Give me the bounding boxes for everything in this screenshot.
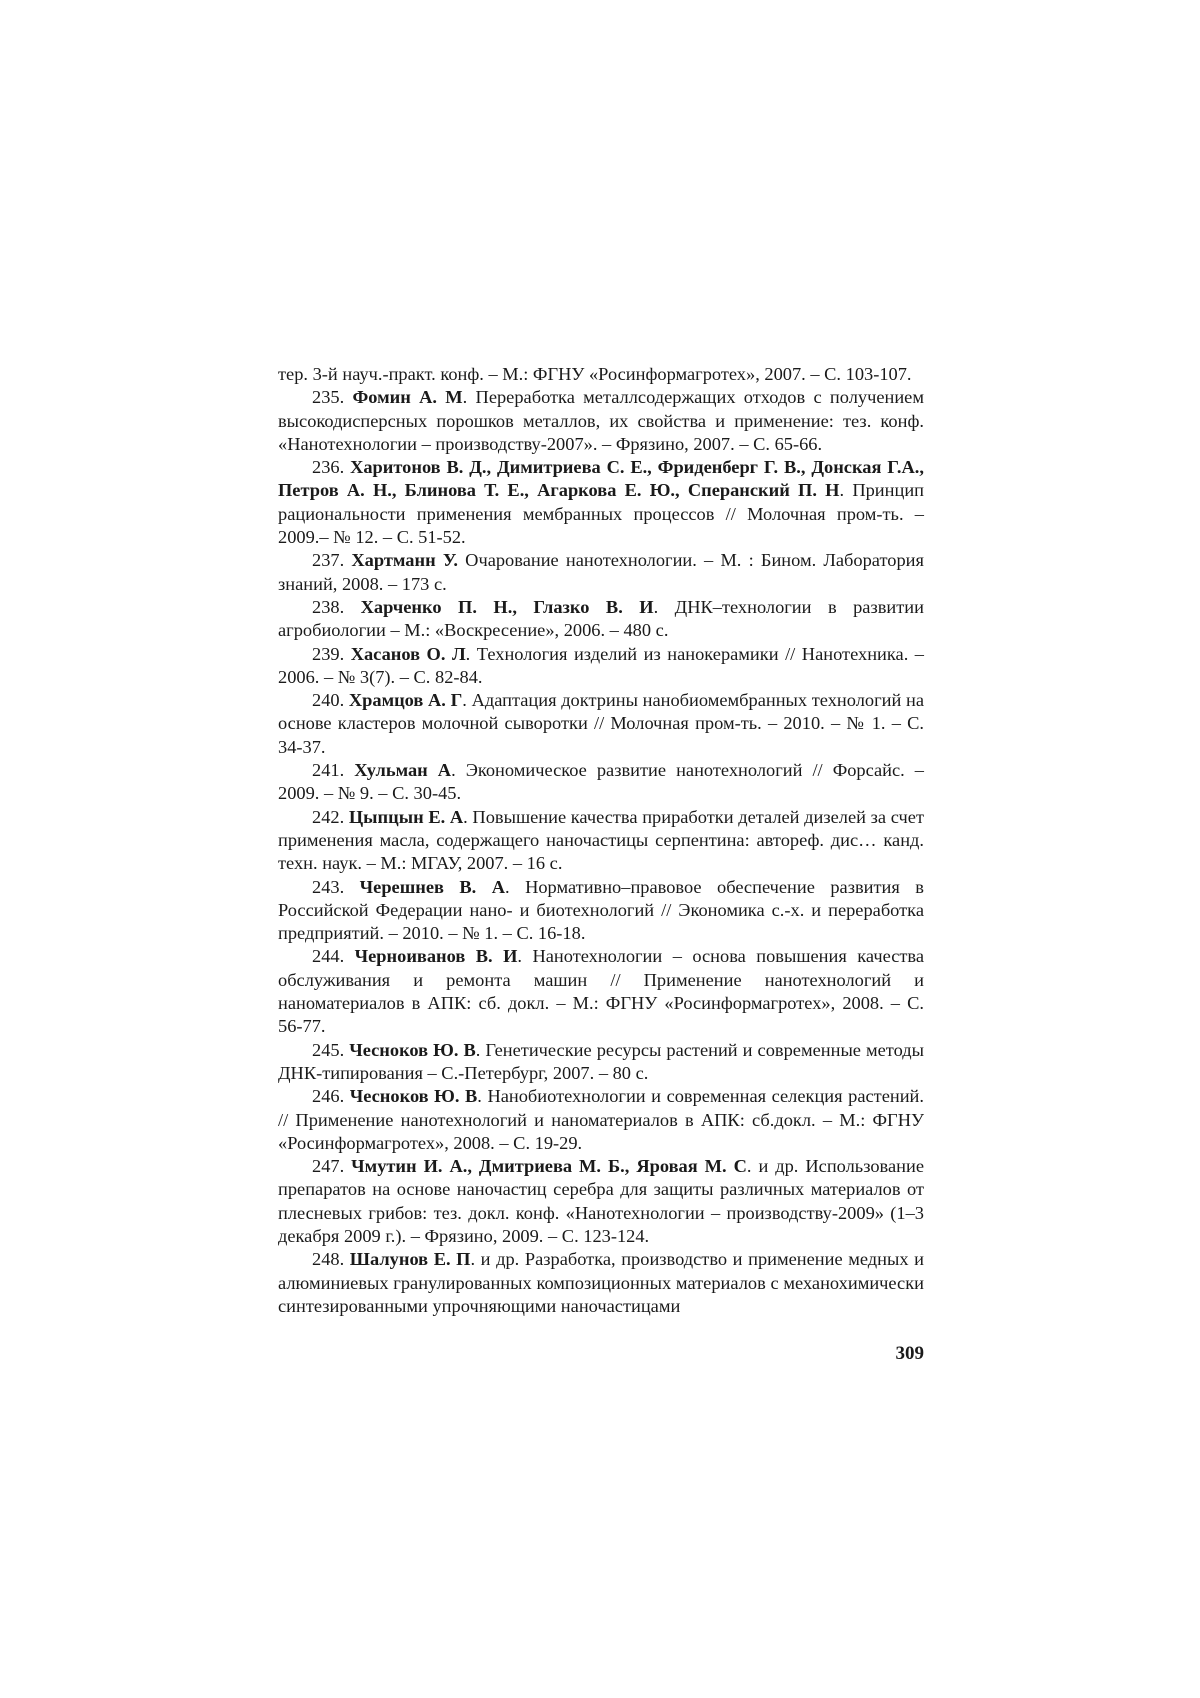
bibliography-entry: [278, 549, 924, 596]
entry-number: 242.: [312, 806, 345, 827]
entry-number: 245.: [312, 1039, 345, 1060]
entry-text: Экономическое развитие нанотехнологий // Форсайс. – 2009. – № 9. – С. 30-45.: [278, 760, 924, 804]
bibliography-entry: [278, 1155, 924, 1248]
entry-separator: .: [653, 596, 675, 617]
entry-number: 244.: [312, 946, 345, 967]
entry-text: Технология изделий из нанокерамики // Нанотехника. – 2006. – № 3(7). – С. 82-84.: [278, 643, 924, 687]
entry-authors: Черноиванов В. И: [354, 946, 518, 967]
entry-number: 248.: [312, 1249, 345, 1270]
bibliography-entry: [278, 596, 924, 643]
entry-authors: Чмутин И. А., Дмитриева М. Б., Яровая М. С: [351, 1156, 747, 1177]
entry-authors: Хартманн У.: [351, 550, 458, 571]
entry-text: Нанотехнологии – основа повышения качества обслуживания и ремонта машин // Применение нанотехнологий и наноматериалов в АПК: сб. докл. – М.: ФГНУ «Росинформагротех», 2008. – С. 56-77.: [278, 946, 924, 1037]
entry-number: 239.: [312, 643, 345, 664]
entry-separator: .: [477, 1086, 488, 1107]
entry-authors: Черешнев В. А: [359, 876, 505, 897]
entry-separator: .: [463, 806, 473, 827]
bibliography-entry: [278, 759, 924, 806]
bibliography-entry: [278, 386, 924, 456]
entry-separator: .: [470, 1249, 481, 1270]
entry-separator: .: [465, 643, 477, 664]
bibliography-list: [278, 386, 924, 1318]
entry-text: Нанобиотехнологии и современная селекция растений. // Применение нанотехнологий и наноматериалов в АПК: сб.докл. – М.: ФГНУ «Росинформагротех», 2008. – С. 19-29.: [278, 1086, 924, 1153]
entry-authors: Храмцов А. Г: [348, 690, 463, 711]
entry-text: Адаптация доктрины нанобиомембранных технологий на основе кластеров молочной сыворотки // Молочная пром-ть. – 2010. – № 1. – С. 34-37.: [278, 690, 924, 757]
entry-number: 246.: [312, 1086, 345, 1107]
bibliography-entry: [278, 456, 924, 549]
continuation-text: тер. 3-й науч.-практ. конф. – М.: ФГНУ «Росинформагротех», 2007. – С. 103-107.: [278, 364, 912, 384]
entry-text: Генетические ресурсы растений и современные методы ДНК-типирования – С.-Петербург, 2007. – 80 с.: [278, 1039, 924, 1083]
entry-text: Нормативно–правовое обеспечение развития в Российской Федерации нано- и биотехнологий // Экономика с.-х. и переработка предприятий. – 2010. – № 1. – С. 16-18.: [278, 876, 924, 944]
bibliography-entry: [278, 1248, 924, 1318]
entry-separator: .: [475, 1039, 486, 1060]
entry-authors: Хасанов О. Л: [350, 643, 466, 664]
page-number: 309: [895, 1343, 924, 1364]
entry-authors: Харченко П. Н., Глазко В. И: [360, 596, 654, 617]
bibliography-entry: [278, 643, 924, 690]
entry-separator: .: [839, 480, 853, 501]
entry-authors: Шалунов Е. П: [349, 1249, 471, 1270]
entry-separator: .: [451, 760, 466, 781]
entry-separator: .: [746, 1156, 759, 1177]
entry-text: и др. Использование препаратов на основе наночастиц серебра для защиты различных материалов от плесневых грибов: тез. докл. конф. «Нанотехнологии – производству-2009» (1–3 декабря 2009 г.). – Фрязино, 2009. – С. 123-124.: [278, 1156, 924, 1246]
entry-separator: .: [505, 876, 526, 897]
bibliography-entry: [278, 945, 924, 1038]
bibliography-text: [278, 363, 924, 1318]
bibliography-entry: [278, 689, 924, 759]
entry-text: и др. Разработка, производство и применение медных и алюминиевых гранулированных композиционных материалов с механохимически синтезированными упрочняющими наночастицами: [278, 1249, 924, 1316]
entry-number: 238.: [312, 596, 345, 617]
entry-number: 247.: [312, 1156, 345, 1177]
entry-authors: Чесноков Ю. В: [349, 1086, 478, 1107]
entry-text: Переработка металлсодержащих отходов с получением высокодисперсных порошков металлов, их свойства и применение: тез. конф. «Нанотехнологии – производству-2007». – Фрязино, 2007. – С. 65-66.: [278, 387, 924, 454]
entry-number: 235.: [312, 387, 345, 408]
entry-separator: .: [462, 690, 472, 711]
entry-number: 241.: [312, 760, 345, 781]
entry-text: Очарование нанотехнологии. – М. : Бином. Лаборатория знаний, 2008. – 173 с.: [278, 550, 924, 594]
entry-authors: Чесноков Ю. В: [349, 1039, 476, 1060]
bibliography-entry: [278, 876, 924, 946]
entry-text: ДНК–технологии в развитии агробиологии – М.: «Воскресение», 2006. – 480 с.: [278, 596, 924, 641]
entry-authors: Хульман А: [354, 760, 452, 781]
entry-number: 236.: [312, 457, 345, 478]
bibliography-entry: [278, 1039, 924, 1086]
entry-authors: Фомин А. М: [352, 387, 463, 408]
entry-authors: Харитонов В. Д., Димитриева С. Е., Фриденберг Г. В., Донская Г.А., Петров А. Н., Блинова Т. Е., Агаркова Е. Ю., Сперанский П. Н: [278, 457, 924, 501]
bibliography-entry: [278, 806, 924, 876]
entry-text: Принцип рациональности применения мембранных процессов // Молочная пром-ть. – 2009.– № 12. – С. 51-52.: [278, 480, 924, 548]
entry-authors: Цыпцын Е. А: [348, 806, 464, 827]
entry-text: Повышение качества приработки деталей дизелей за счет применения масла, содержащего наночастицы серпентина: автореф. дис… канд. техн. наук. – М.: МГАУ, 2007. – 16 с.: [278, 806, 924, 874]
entry-number: 243.: [312, 876, 345, 897]
entry-separator: .: [517, 946, 533, 967]
bibliography-entry: [278, 1085, 924, 1155]
entry-number: 240.: [312, 690, 345, 711]
entry-separator: .: [462, 387, 476, 408]
entry-number: 237.: [312, 550, 345, 571]
